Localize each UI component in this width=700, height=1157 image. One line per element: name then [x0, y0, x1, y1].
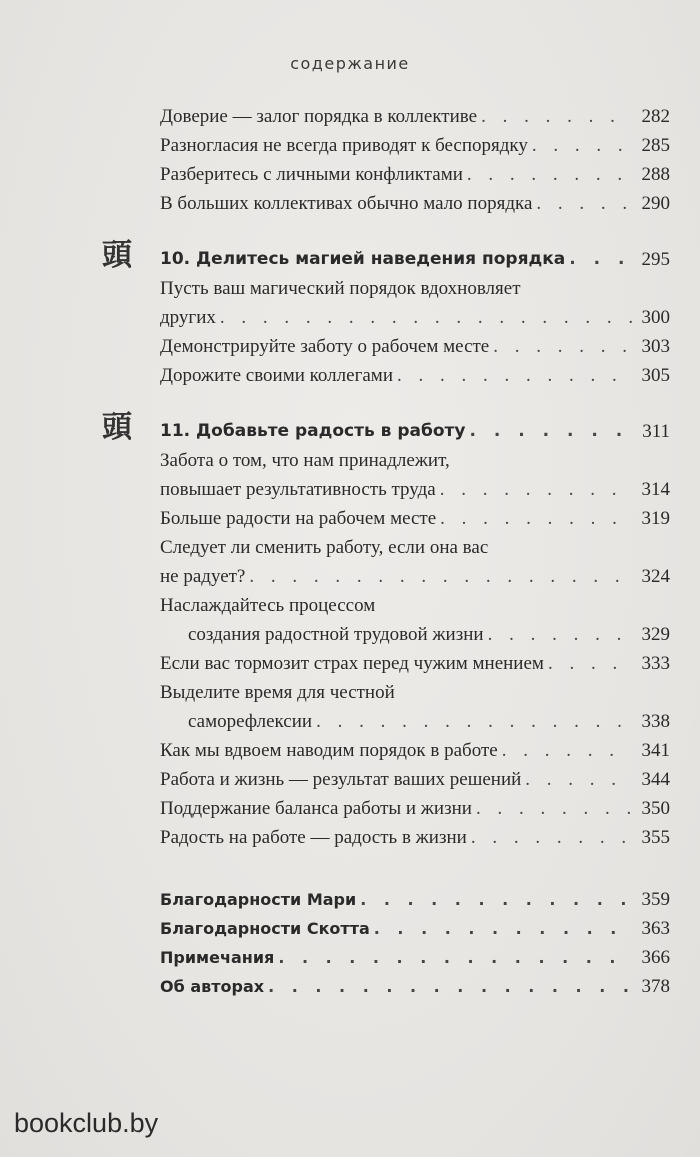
chapter-page: 311: [642, 421, 670, 442]
chapter-title: 11. Добавьте радость в работу: [160, 421, 466, 441]
toc-entry-title: Благодарности Мари: [160, 890, 357, 909]
toc-entry: [160, 160, 670, 189]
toc-entry-page: 319: [641, 508, 670, 529]
toc-entry-page: 282: [641, 106, 670, 127]
toc-entry-title: Доверие — залог порядка в коллективе: [160, 106, 478, 127]
toc-back-entry: [160, 943, 670, 972]
watermark-text: bookclub.by: [14, 1108, 159, 1138]
toc-entry: [160, 131, 670, 160]
toc-entry: [160, 533, 670, 591]
toc-entry: [160, 736, 670, 765]
toc-entry-title: Радость на работе — радость в жизни: [160, 827, 467, 848]
toc-entry-title-line2: саморефлексии: [188, 711, 313, 732]
toc-entry: [160, 591, 670, 649]
toc-entry: [160, 504, 670, 533]
table-of-contents: [102, 102, 670, 1001]
dot-leader: [488, 620, 632, 649]
toc-entry-page: 344: [641, 769, 670, 790]
toc-entry-title-line2: других: [160, 307, 216, 328]
toc-entry: [160, 361, 670, 390]
toc-entry-page: 338: [641, 711, 670, 732]
toc-entry-title: Если вас тормозит страх перед чужим мнением: [160, 653, 544, 674]
dot-leader: [220, 303, 632, 332]
toc-entry-page: 290: [641, 193, 670, 214]
toc-entry: [160, 189, 670, 218]
toc-entry-title: Дорожите своими коллегами: [160, 365, 393, 386]
toc-entry: [160, 794, 670, 823]
toc-entry-title-line1: Пусть ваш магический порядок вдохновляет: [160, 278, 521, 299]
toc-entry-page: 363: [641, 918, 670, 939]
dot-leader: [536, 189, 632, 218]
toc-entry-page: 329: [641, 624, 670, 645]
dot-leader: [360, 885, 632, 914]
dot-leader: [374, 914, 632, 943]
toc-entry-page: 300: [641, 307, 670, 328]
dot-leader: [502, 736, 632, 765]
toc-entry-title: Об авторах: [160, 977, 265, 996]
toc-entry-title: Больше радости на рабочем месте: [160, 508, 437, 529]
toc-entry-page: 350: [641, 798, 670, 819]
toc-entry-page: 285: [641, 135, 670, 156]
dot-leader: [268, 972, 632, 1001]
toc-entry-page: 359: [641, 889, 670, 910]
dot-leader: [397, 361, 632, 390]
dot-leader: [569, 245, 632, 274]
toc-entry-title-line1: Наслаждайтесь процессом: [160, 595, 376, 616]
chapter-glyph-icon: 頭: [102, 410, 132, 445]
toc-entry-title-line2: создания радостной трудовой жизни: [188, 624, 484, 645]
toc-entry-title: В больших коллективах обычно мало порядка: [160, 193, 533, 214]
chapter-heading-10: [102, 238, 670, 274]
toc-entry-title: Разберитесь с личными конфликтами: [160, 164, 463, 185]
toc-entry-page: 303: [641, 336, 670, 357]
toc-back-entry: [160, 972, 670, 1001]
toc-entry: [160, 332, 670, 361]
toc-back-entry: [160, 914, 670, 943]
toc-entry-title: Благодарности Скотта: [160, 919, 370, 938]
dot-leader: [481, 102, 632, 131]
toc-entry-page: 314: [641, 479, 670, 500]
chapter-page: 295: [641, 249, 670, 270]
dot-leader: [548, 649, 632, 678]
toc-entry-title: Демонстрируйте заботу о рабочем месте: [160, 336, 490, 357]
chapter-title: 10. Делитесь магией наведения порядка: [160, 249, 566, 269]
chapter-heading-11: [102, 410, 670, 446]
dot-leader: [278, 943, 632, 972]
toc-entry-page: 378: [641, 976, 670, 997]
toc-entry-page: 366: [641, 947, 670, 968]
toc-entry-page: 355: [641, 827, 670, 848]
toc-entry-title: Примечания: [160, 948, 275, 967]
toc-entry-title-line1: Следует ли сменить работу, если она вас: [160, 537, 489, 558]
toc-entry: [160, 446, 670, 504]
toc-entry: [160, 765, 670, 794]
toc-entry-title: Как мы вдвоем наводим порядок в работе: [160, 740, 498, 761]
toc-entry-page: 324: [641, 566, 670, 587]
dot-leader: [471, 823, 632, 852]
toc-entry: [160, 678, 670, 736]
dot-leader: [476, 794, 632, 823]
dot-leader: [440, 504, 632, 533]
toc-entry-page: 341: [641, 740, 670, 761]
toc-entry-title: Работа и жизнь — результат ваших решений: [160, 769, 522, 790]
chapter-glyph-icon: 頭: [102, 238, 132, 273]
dot-leader: [525, 765, 632, 794]
dot-leader: [532, 131, 632, 160]
toc-entry-page: 333: [641, 653, 670, 674]
dot-leader: [316, 707, 632, 736]
toc-entry: [160, 274, 670, 332]
toc-entry-title-line1: Выделите время для честной: [160, 682, 395, 703]
toc-entry-title-line2: не радует?: [160, 566, 246, 587]
toc-entry-title-line1: Забота о том, что нам принадлежит,: [160, 450, 450, 471]
page-header: содержание: [290, 54, 410, 73]
toc-entry: [160, 649, 670, 678]
toc-entry: [160, 823, 670, 852]
toc-back-entry: [160, 885, 670, 914]
toc-entry-title: Разногласия не всегда приводят к беспорядку: [160, 135, 528, 156]
dot-leader: [469, 417, 632, 446]
dot-leader: [467, 160, 632, 189]
toc-entry: [160, 102, 670, 131]
toc-entry-page: 288: [641, 164, 670, 185]
toc-entry-page: 305: [641, 365, 670, 386]
dot-leader: [493, 332, 632, 361]
toc-entry-title: Поддержание баланса работы и жизни: [160, 798, 472, 819]
toc-entry-title-line2: повышает результативность труда: [160, 479, 436, 500]
dot-leader: [249, 562, 632, 591]
dot-leader: [440, 475, 632, 504]
